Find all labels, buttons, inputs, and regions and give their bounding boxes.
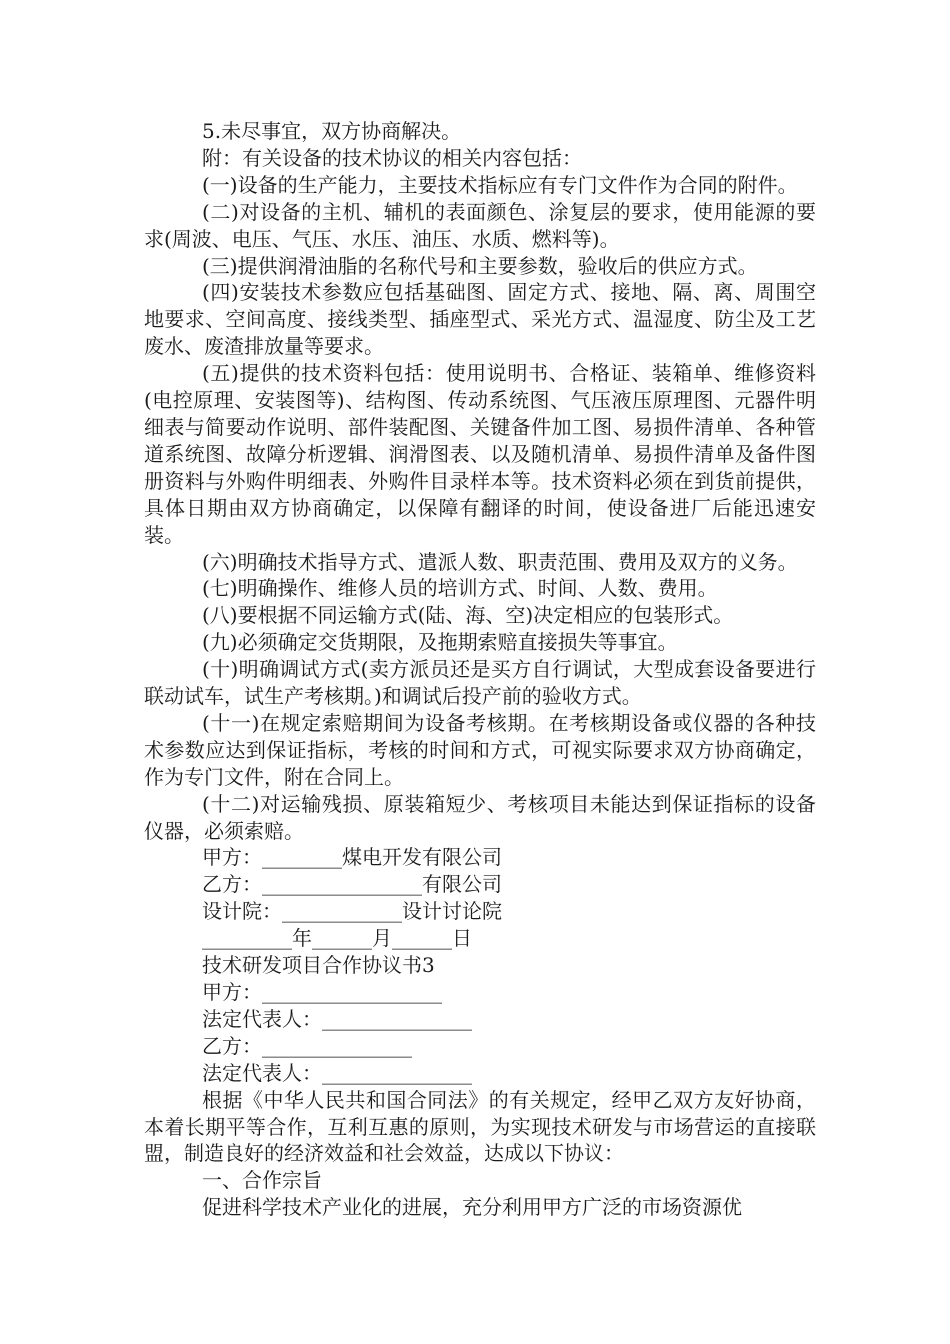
appendix-item-5: (五)提供的技术资料包括：使用说明书、合格证、装箱单、维修资料(电控原理、安装图等)、结构图、传动系统图、气压液压原理图、元器件明细表与简要动作说明、部件装配图、关键备件加工图、易损件清单、各种管道系统图、故障分析逻辑、润滑图表、以及随机清单、易损件清单及备件图册资料与外购件明细表、外购件目录样本等。技术资料必须在到货前提供，具体日期由双方协商确定，以保障有翻译的时间，使设备进厂后能迅速安装。 [144,361,816,547]
appendix-item-3: (三)提供润滑油脂的名称代号和主要参数，验收后的供应方式。 [202,253,758,278]
signature-date: _________年______月______日 [202,926,472,951]
appendix-item-9: (九)必须确定交货期限，及拖期索赔直接损失等事宜。 [202,630,678,655]
agreement-3-party-b: 乙方：_______________ [202,1033,412,1058]
agreement-3-party-a-representative: 法定代表人：_______________ [202,1006,472,1031]
section-1-heading: 一、合作宗旨 [202,1168,322,1193]
agreement-3-party-a: 甲方：__________________ [202,980,442,1004]
appendix-item-11: (十一)在规定索赔期间为设备考核期。在考核期设备或仪器的各种技术参数应达到保证指标，考核的时间和方式，可视实际要求双方协商确定，作为专门文件，附在合同上。 [144,710,816,789]
appendix-item-2: (二)对设备的主机、辅机的表面颜色、涂复层的要求，使用能源的要求(周波、电压、气压、水压、油压、水质、燃料等)。 [144,199,816,251]
appendix-item-8: (八)要根据不同运输方式(陆、海、空)决定相应的包装形式。 [202,603,734,628]
appendix-item-6: (六)明确技术指导方式、遣派人数、职责范围、费用及双方的义务。 [202,549,798,574]
signature-design-institute: 设计院：____________设计讨论院 [202,899,502,924]
appendix-item-1: (一)设备的生产能力，主要技术指标应有专门文件作为合同的附件。 [202,172,798,197]
appendix-item-4: (四)安装技术参数应包括基础图、固定方式、接地、隔、离、周围空地要求、空间高度、接线类型、插座型式、采光方式、温湿度、防尘及工艺废水、废渣排放量等要求。 [144,280,816,359]
clause-5-unresolved-matters: 5.未尽事宜，双方协商解决。 [202,119,462,143]
appendix-item-12: (十二)对运输残损、原装箱短少、考核项目未能达到保证指标的设备仪器，必须索赔。 [144,791,816,843]
section-1-body: 促进科学技术产业化的进展，充分利用甲方广泛的市场资源优 [202,1195,742,1220]
agreement-3-title: 技术研发项目合作协议书3 [202,953,435,978]
appendix-item-10: (十)明确调试方式(卖方派员还是买方自行调试，大型成套设备要进行联动试车，试生产考核期。)和调试后投产前的验收方式。 [144,657,816,709]
appendix-intro: 附：有关设备的技术协议的相关内容包括： [202,145,582,170]
agreement-3-preamble: 根据《中华人民共和国合同法》的有关规定，经甲乙双方友好协商，本着长期平等合作，互利互惠的原则，为实现技术研发与市场营运的直接联盟，制造良好的经济效益和社会效益，达成以下协议： [144,1087,816,1166]
agreement-3-party-b-representative: 法定代表人：_______________ [202,1060,472,1085]
document-body [144,118,816,1221]
appendix-item-7: (七)明确操作、维修人员的培训方式、时间、人数、费用。 [202,576,718,601]
signature-party-a: 甲方：________煤电开发有限公司 [202,845,502,870]
signature-party-b: 乙方：________________有限公司 [202,872,502,897]
